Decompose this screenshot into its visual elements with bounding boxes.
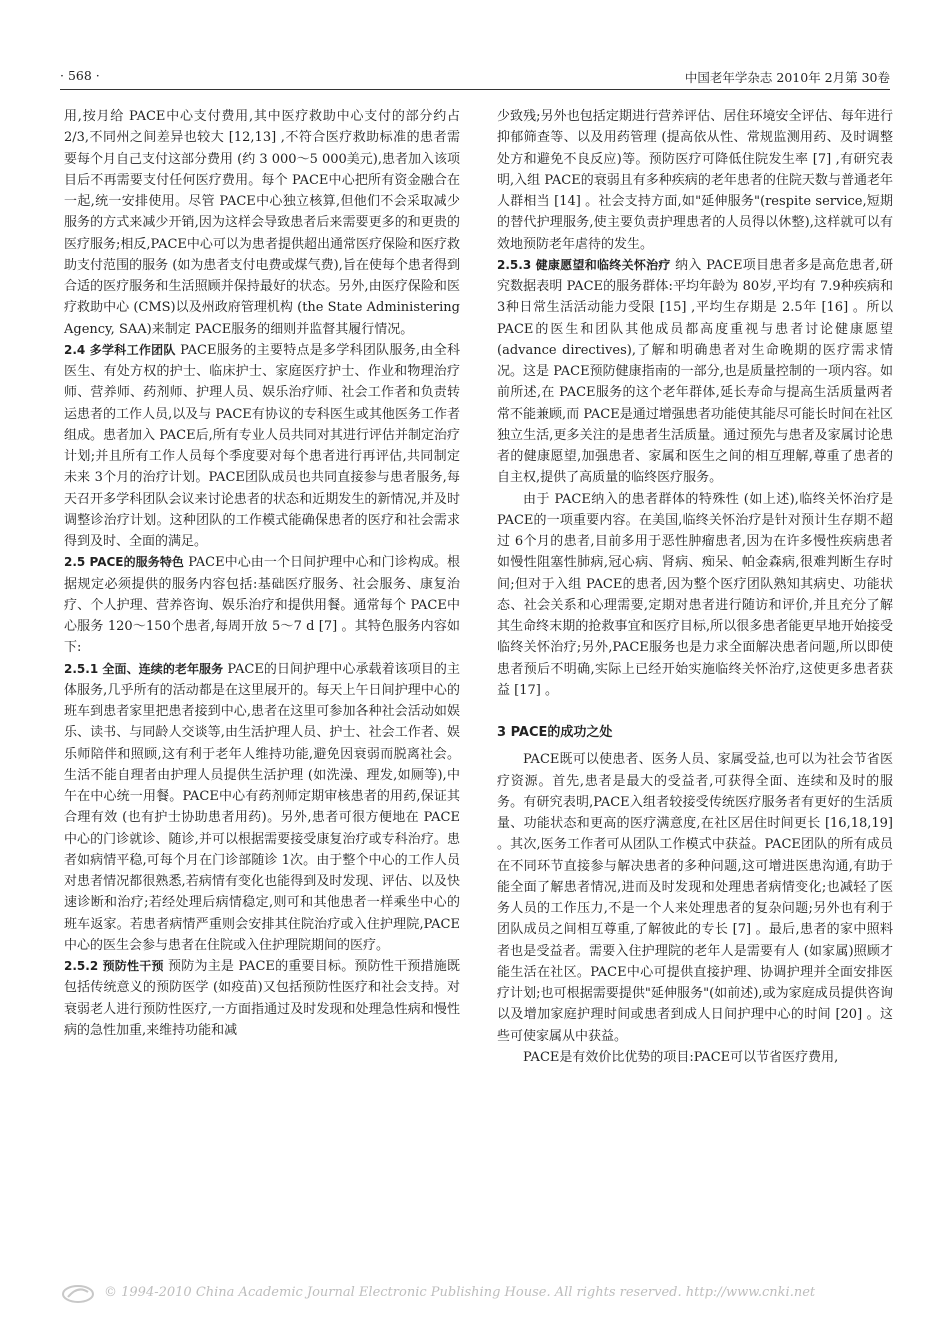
paragraph (497, 255, 893, 489)
running-header (60, 68, 890, 88)
paragraph (64, 340, 460, 553)
paragraph-text: 由于 PACE纳入的患者群体的特殊性 (如上述),临终关怀治疗是 PACE的一项重要内容。在美国,临终关怀治疗是针对预计生存期不超过 6个月的患者,目前多用于恶性肿瘤患者,因为在许多慢性疾病患者如慢性阻塞性肺病,冠心病、肾病、痴呆、帕金森病,很难判断生存时间;但对于入组 PACE的患者,因为整个医疗团队熟知其病史、功能状态、社会关系和心理需要,定期对患者进行随访和评价,并且充分了解其生命终末期的抢救事宜和医疗目标,所以很多患者能更早地开始接受临终关怀治疗;另外,PACE服务也是力求全面解决患者问题,所以即使患者预后不明确,实际上已经开始实施临终关怀治疗,这使更多患者获益 [17] 。 (497, 491, 893, 698)
paragraph-text: 用,按月给 PACE中心支付费用,其中医疗救助中心支付的部分约占 2/3,不同州之间差异也较大 [12,13] ,不符合医疗救助标准的患者需要每个月自己支付这部分费用 (约 3 000～5 000美元),患者加入该项目后不再需要支付任何医疗费用。每个 PACE中心把所有资金融合在一起,统一安排使用。尽管 PACE中心独立核算,但他们不会采取减少服务的方式来减少开销,因为这样会导致患者后来需要更多的和更贵的医疗服务;相反,PACE中心可以为患者提供超出通常医疗保险和医疗救助支付范围的服务 (如为患者支付电费或煤气费),旨在使每个患者得到合适的医疗服务和生活照顾并保持最好的状态。另外,由医疗保险和医疗救助中心 (CMS)以及州政府管理机构 (the State Administering Agency, SAA)来制定 PACE服务的细则并监督其履行情况。 (64, 109, 460, 337)
paragraph (497, 489, 893, 702)
paragraph-text: 纳入 PACE项目患者多是高危患者,研究数据表明 PACE的服务群体:平均年龄为 80岁,平均有 7.9种疾病和 3种日常生活活动能力受限 [15] ,平均生存期是 2.5年 [16] 。所以 PACE的医生和团队其他成员都高度重视与患者讨论健康愿望 (advance directives),了解和明确患者对生命晚期的医疗需求情况。这是 PACE预防健康指南的一部分,也是质量控制的一项内容。如前所述,在 PACE服务的这个老年群体,延长寿命与提高生活质量两者常不能兼顾,而 PACE是通过增强患者功能使其能尽可能长时间在社区独立生活,更多关注的是患者生活质量。通过预先与患者及家属讨论患者的健康愿望,加强患者、家属和医生之间的相互理解,尊重了患者的自主权,提供了高质量的临终医疗服务。 (497, 257, 893, 486)
paragraph-text: PACE的日间护理中心承载着该项目的主体服务,几乎所有的活动都是在这里展开的。每天上午日间护理中心的班车到患者家里把患者接到中心,患者在这里可参加各种社会活动如娱乐、读书、与同龄人交谈等,由生活护理人员、护士、社会工作者、娱乐师陪伴和照顾,这有利于老年人维持功能,避免因衰弱而脱离社会。生活不能自理者由护理人员提供生活护理 (如洗澡、理发,如厕等),中午在中心统一用餐。PACE中心有药剂师定期审核患者的用药,保证其合理有效 (也有护士协助患者用药)。另外,患者可很方便地在 PACE中心的门诊就诊、随诊,并可以根据需要接受康复治疗或专科治疗。患者如病情平稳,可每个月在门诊部随诊 1次。由于整个中心的工作人员对患者情况都很熟悉,若病情有变化也能得到及时发现、评估、以及快速诊断和治疗;若经处理后病情稳定,则可和其他患者一样乘坐中心的班车返家。若患者病情严重则会安排其住院治疗或入住护理院,PACE中心的医生会参与患者在住院或入住护理院期间的医疗。 (64, 661, 460, 953)
paragraph-text: 预防为主是 PACE的重要目标。预防性干预措施既包括传统意义的预防医学 (如疫苗)又包括预防性医疗和社会支持。对衰弱老人进行预防性医疗,一方面指通过及时发现和处理急性病和慢性病的急性加重,来维持功能和减 (64, 959, 460, 1038)
subsection-heading: 2.5 PACE的服务特色 (64, 555, 184, 570)
cnki-logo-icon (60, 1283, 96, 1305)
paragraph (64, 552, 460, 658)
paragraph (64, 659, 460, 957)
subsection-heading: 2.5.3 健康愿望和临终关怀治疗 (497, 257, 671, 272)
paragraph-text: PACE既可以使患者、医务人员、家属受益,也可以为社会节省医疗资源。首先,患者是最大的受益者,可获得全面、连续和及时的服务。有研究表明,PACE入组者较接受传统医疗服务者有更好的生活质量、功能状态和更高的医疗满意度,在社区居住时间更长 [16,18,19] 。其次,医务工作者可从团队工作模式中获益。PACE团队的所有成员在不同环节直接参与解决患者的多种问题,这可增进医患沟通,有助于能全面了解患者情况,进而及时发现和处理患者病情变化;也减轻了医务人员的工作压力,不是一个人来处理患者的复杂问题;另外也有利于团队成员之间相互尊重,了解彼此的专长 [7] 。最后,患者的家中照料者也是受益者。需要入住护理院的老年人是需要有人 (如家属)照顾才能生活在社区。PACE中心可提供直接护理、协调护理并全面安排医疗计划;也可根据需要提供"延伸服务"(如前述),或为家庭成员提供咨询以及增加家庭护理时间或患者到成人日间护理中心的时间 [20] 。这些可使家属从中获益。 (497, 752, 893, 1044)
paragraph-text: 少致残;另外也包括定期进行营养评估、居住环境安全评估、每年进行抑郁筛查等、以及用药管理 (提高依从性、常规监测用药、及时调整处方和避免不良反应)等。预防医疗可降低住院发生率 [7] ,有研究表明,入组 PACE的衰弱且有多种疾病的老年患者的住院天数与普通老年人群相当 [14] 。社会支持方面,如"延伸服务"(respite service,短期的替代护理服务,使主要负责护理患者的人员得以休整),这样就可以有效地预防老年虐待的发生。 (497, 109, 893, 252)
subsection-heading: 2.5.1 全面、连续的老年服务 (64, 661, 224, 676)
paragraph (497, 749, 893, 1047)
copyright-text: © 1994-2010 China Academic Journal Electronic Publishing House. All rights reserved. http://www.cnki.net (104, 1285, 816, 1300)
paragraph (64, 106, 460, 340)
paragraph-text: PACE中心由一个日间护理中心和门诊构成。根据规定必须提供的服务内容包括:基础医疗服务、社会服务、康复治疗、个人护理、营养咨询、娱乐治疗和提供用餐。通常每个 PACE中心服务 120～150个患者,每周开放 5～7 d [7] 。其特色服务内容如下: (64, 555, 461, 656)
paragraph-text: PACE服务的主要特点是多学科团队服务,由全科医生、有处方权的护士、临床护士、家庭医疗护士、作业和物理治疗师、营养师、药剂师、护理人员、娱乐治疗师、社会工作者和负责转运患者的工作人员,以及与 PACE有协议的专科医生或其他医务工作者组成。患者加入 PACE后,所有专业人员共同对其进行评估并制定治疗计划;并且所有工作人员每个季度要对每个患者进行再评估,共同制定未来 3个月的治疗计划。PACE团队成员也共同直接参与患者服务,每天召开多学科团队会议来讨论患者的状态和近期发生的新情况,并及时调整诊治疗计划。这种团队的工作模式能确保患者的医疗和社会需求得到及时、全面的满足。 (64, 342, 460, 549)
subsection-heading: 2.4 多学科工作团队 (64, 342, 176, 357)
paragraph (497, 106, 893, 255)
right-column (497, 106, 893, 1068)
journal-title: 中国老年学杂志 2010年 2月第 30卷 (684, 70, 890, 85)
left-column (64, 106, 460, 1041)
paragraph (497, 1047, 893, 1068)
page-footer (60, 1283, 890, 1307)
section-heading (497, 722, 893, 743)
header-rule (60, 89, 890, 90)
paragraph (64, 956, 460, 1041)
section-title: 3 PACE的成功之处 (497, 725, 613, 740)
page-number: · 568 · (60, 68, 100, 83)
subsection-heading: 2.5.2 预防性干预 (64, 959, 164, 973)
paragraph-text: PACE是有效价比优势的项目:PACE可以节省医疗费用, (523, 1049, 839, 1065)
